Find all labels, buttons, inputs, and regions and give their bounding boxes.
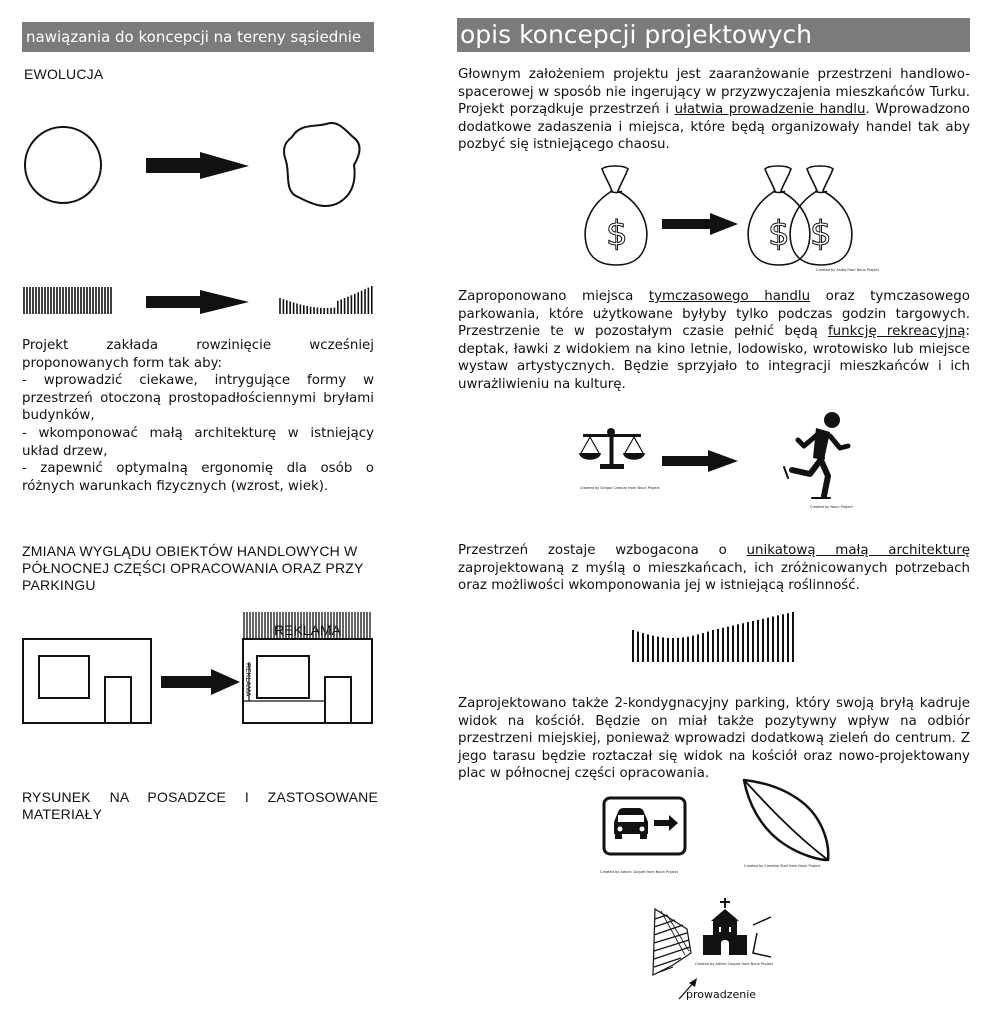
underlined-phrase: funkcję rekreacyjną — [827, 324, 966, 340]
icon-credit: Created by Adrien Coquet from Noun Project — [600, 870, 679, 874]
evolution-shape-diagram — [20, 115, 370, 225]
text-run: Zaproponowano miejsca — [458, 289, 649, 304]
dollar-symbol: $ — [606, 214, 628, 254]
arrow-right-icon — [662, 213, 738, 235]
right-section-header: opis koncepcji projektowych — [457, 18, 970, 52]
hatched-parking-block-icon — [653, 909, 691, 975]
icon-credit: Created by Adrien Coquet from Noun Project — [695, 962, 774, 966]
circle-shape-icon — [25, 127, 101, 203]
storefront-change-title: ZMIANA WYGLĄDU OBIEKTÓW HANDLOWYCH W PÓŁNOCNEJ CZĘŚCI OPRACOWANIA ORAZ PRZY PARKINGU — [22, 543, 364, 593]
money-bags-diagram — [580, 163, 879, 278]
icon-credit: Created by Ahdio from Noun Project — [816, 268, 879, 272]
evolution-title: EWOLUCJA — [24, 66, 104, 82]
text-run: Głownym założeniem projektu jest zaaranżowanie przestrzeni handlowo-spacerowej w sposób nie ingerujący w przyzwyczajenia mieszkańców Turku. Projekt porządkuje przestrzeń i — [458, 67, 970, 118]
dollar-symbol: $ — [810, 214, 832, 254]
dollar-symbol: $ — [768, 214, 790, 254]
paragraph-temporary-trade — [458, 288, 970, 394]
parking-and-greenery-diagram — [598, 776, 838, 880]
underlined-phrase: tymczasowego handlu — [648, 289, 811, 304]
arrow-right-icon — [146, 290, 249, 314]
trade-to-recreation-diagram — [578, 410, 858, 515]
paragraph-parking: Zaprojektowano także 2-kondygnacyjny parking, który swoją bryłą kadruje widok na kościół. Będzie on miał także pozytywny wpływ na odbiór przestrzeni miejskiej, ponieważ wprowadzi dodatkową zieleń do centrum. Z jego tarasu będzie roztaczał się widok na kościół oraz nowo-projektowany plac w północnej części opracowania. — [458, 696, 970, 782]
storefront-before-icon — [23, 639, 151, 723]
view-label: prowadzenie — [686, 988, 757, 1001]
arrow-right-icon — [146, 152, 249, 179]
church-icon — [703, 898, 747, 955]
icon-credit: Created by Creative Stall from Noun Project — [744, 864, 821, 868]
evolution-bullet: - wprowadzić ciekawe, intrygujące formy w przestrzeń otoczoną prostopadłościennymi bryłami budynków, — [22, 373, 374, 424]
text-run: oraz tymczasowego parkowania, które użytkowane byłyby tylko podczas godzin targowych. Przestrzenie te w pozostałym czasie pełnić będą — [458, 289, 970, 340]
storefront-diagram — [20, 610, 380, 730]
underlined-phrase: ułatwia prowadzenie handlu — [674, 102, 866, 118]
small-architecture-stripes — [630, 610, 800, 665]
evolution-stripes-diagram — [20, 282, 370, 322]
scales-icon — [579, 428, 645, 469]
text-run: : deptak, ławki z widokiem na kino letnie, lodowisko, wrotowisko lub miejsce wystaw artystycznych. Będzie sprzyjało to integracji mieszkańców i ich uwrażliwieniu na kulturę. — [458, 324, 970, 392]
text-run: . Wprowadzono dodatkowe zadaszenia i miejsca, które będą organizowały handel tak aby pozbyć się istniejącego chaosu. — [458, 102, 970, 153]
wave-stripes-icon — [280, 286, 372, 314]
evolution-intro: Projekt zakłada rowzinięcie wcześniej proponowanych form tak aby: — [22, 338, 374, 371]
paragraph-main-concept — [458, 66, 970, 154]
floor-drawing-title: RYSUNEK NA POSADZCE I ZASTOSOWANE MATERIAŁY — [22, 789, 378, 822]
organic-blob-icon — [284, 123, 360, 206]
icon-credit: Created by Noun Project — [810, 505, 853, 509]
running-person-icon — [784, 412, 848, 498]
vertical-stripes-icon — [24, 287, 111, 314]
paragraph-small-architecture — [458, 542, 970, 595]
text-run: Przestrzeń zostaje wzbogacona o — [458, 543, 747, 558]
wave-stripes-icon — [633, 612, 793, 662]
evolution-bullet: - zapewnić optymalną ergonomię dla osób o różnych warunkach fizycznych (wzrost, wiek). — [22, 461, 374, 494]
parking-sign-icon — [604, 798, 685, 854]
arrow-right-icon — [161, 669, 240, 695]
evolution-bullet: - wkomponować małą architekturę w istniejący układ drzew, — [22, 425, 374, 459]
ad-label-vertical: REKLAMA — [244, 663, 251, 697]
leaf-icon — [744, 780, 828, 860]
left-section-header: nawiązania do koncepcji na tereny sąsiednie — [22, 22, 374, 52]
ad-label: REKLAMA — [274, 622, 341, 638]
evolution-description — [22, 337, 374, 495]
arrow-right-icon — [662, 450, 738, 472]
church-view-diagram — [645, 895, 785, 1005]
underlined-phrase: unikatową małą architekturę — [746, 543, 970, 558]
view-frame-line-icon — [753, 917, 771, 957]
icon-credit: Created by Gregor Cresnar from Noun Project — [580, 486, 660, 490]
text-run: zaprojektowaną z myślą o mieszkańcach, ich zróżnicowanych potrzebach oraz możliwości wkomponowania jej w istniejącą roślinność. — [458, 560, 970, 594]
storefront-after-icon — [243, 639, 372, 723]
